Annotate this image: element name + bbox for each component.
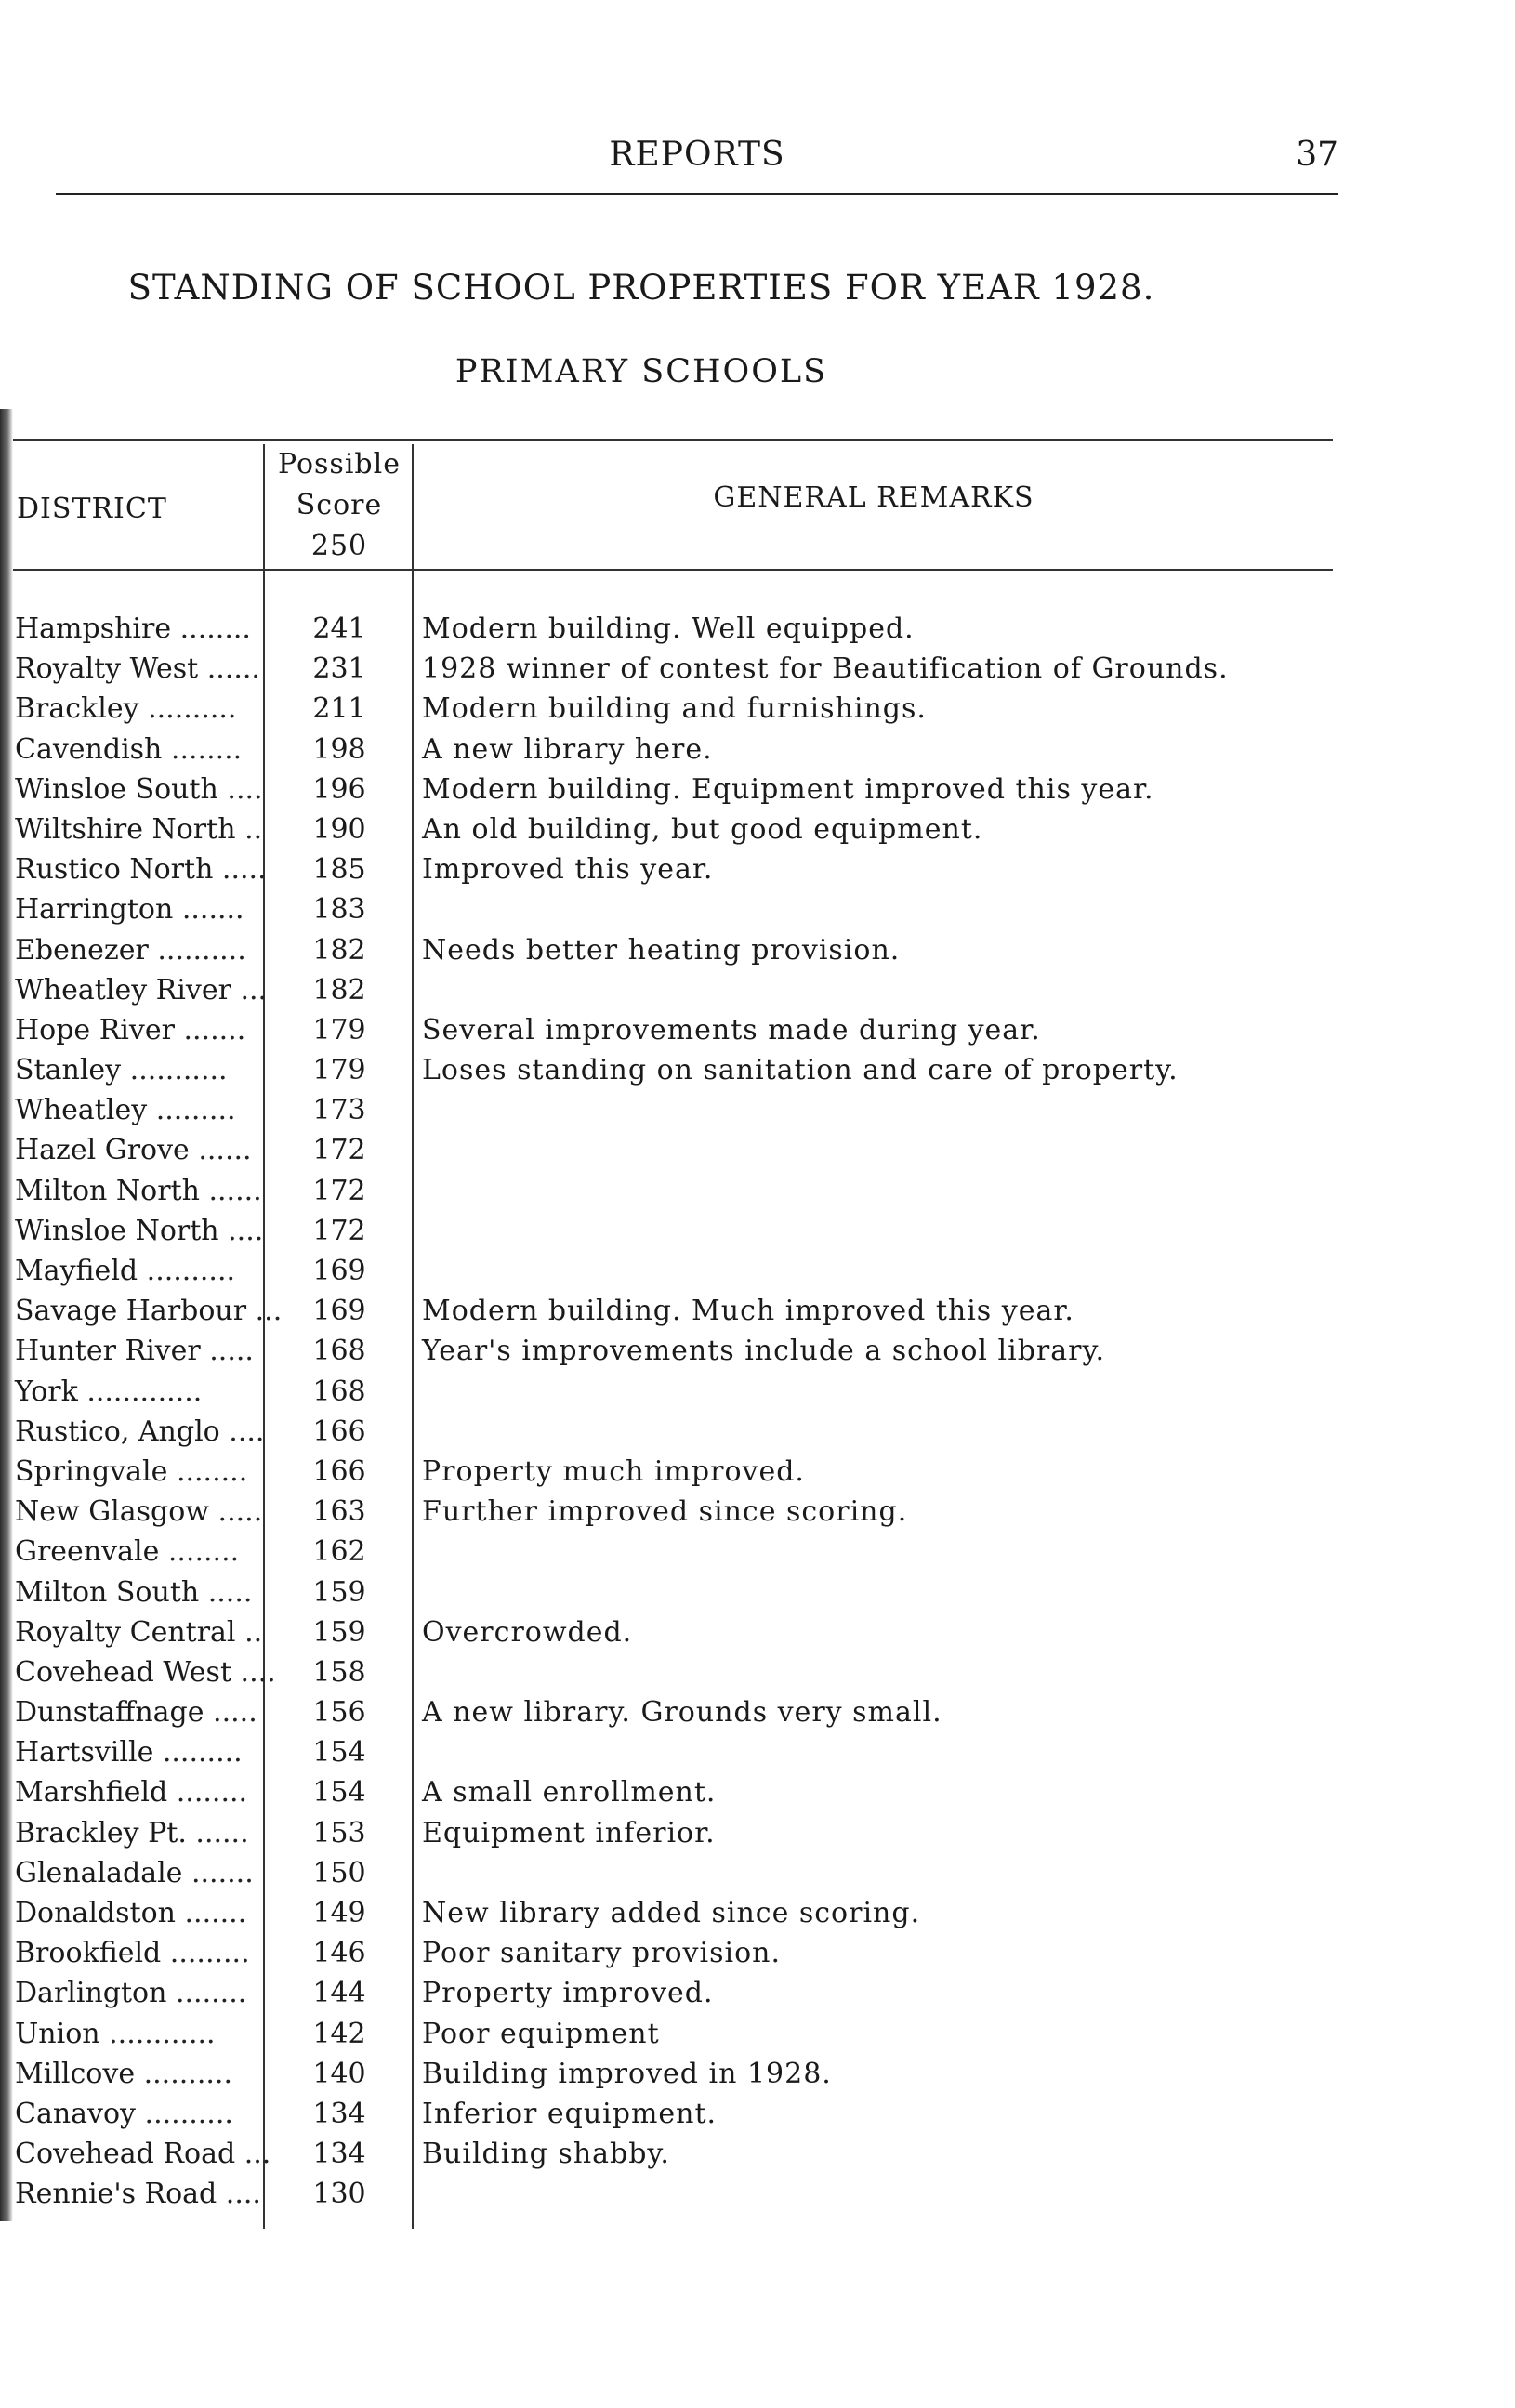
- score-value: 169: [312, 1255, 366, 1287]
- dot-leader: .......: [182, 1856, 254, 1889]
- district-label: New Glasgow: [15, 1495, 210, 1529]
- district-name: [15, 1532, 258, 1572]
- table-row: [0, 1692, 1515, 1732]
- district-label: Stanley: [15, 1054, 122, 1087]
- score-value: 134: [312, 2097, 366, 2130]
- district-name: [15, 2054, 258, 2094]
- dot-leader: .............: [77, 1375, 203, 1408]
- table-row: [0, 1813, 1515, 1853]
- district-name: [15, 1772, 258, 1812]
- score-value: 182: [312, 933, 366, 967]
- table-row: [0, 1372, 1515, 1412]
- district-name: [15, 1572, 258, 1612]
- column-header-score: [270, 444, 409, 567]
- general-remark: Property improved.: [422, 1977, 714, 2010]
- district-name: [15, 1291, 283, 1331]
- table-row: [0, 1933, 1515, 1973]
- dot-leader: .......: [174, 1013, 246, 1046]
- table-row: [0, 970, 1515, 1010]
- district-label: Savage Harbour: [15, 1295, 247, 1328]
- table-row: [0, 1291, 1515, 1331]
- district-name: [15, 889, 258, 929]
- district-label: Darlington: [15, 1977, 167, 2010]
- general-remark: Equipment inferior.: [422, 1816, 716, 1849]
- general-remark: Modern building. Equipment improved this year.: [422, 772, 1154, 806]
- score-value: 159: [312, 1615, 366, 1649]
- general-remark: Needs better heating provision.: [422, 933, 901, 967]
- header-rule: [56, 193, 1338, 195]
- district-name: [15, 1331, 258, 1371]
- table-row: [0, 2174, 1515, 2214]
- district-name: [15, 849, 267, 889]
- district-name: [15, 1010, 258, 1050]
- score-value: 166: [312, 1415, 366, 1448]
- district-name: [15, 809, 263, 849]
- dot-leader: .........: [161, 1937, 250, 1970]
- district-label: Springvale: [15, 1454, 168, 1488]
- dot-leader: ........: [167, 1776, 248, 1809]
- district-name: [15, 689, 258, 729]
- table-row: [0, 2134, 1515, 2174]
- district-label: Winsloe North: [15, 1214, 219, 1247]
- score-value: 144: [312, 1977, 366, 2010]
- district-name: [15, 2174, 261, 2214]
- district-label: Dunstaffnage: [15, 1696, 204, 1730]
- score-value: 159: [312, 1575, 366, 1609]
- general-remark: Modern building. Much improved this year.: [422, 1295, 1074, 1328]
- general-remark: Modern building and furnishings.: [422, 692, 927, 726]
- district-name: [15, 609, 258, 649]
- dot-leader: ......: [186, 1816, 249, 1849]
- district-name: [15, 1211, 264, 1251]
- dot-leader: ......: [198, 652, 260, 686]
- table-row: [0, 1532, 1515, 1572]
- district-label: Cavendish: [15, 732, 163, 766]
- district-label: Winsloe South: [15, 772, 218, 806]
- table-row: [0, 770, 1515, 809]
- score-header-line: 250: [310, 530, 368, 562]
- dot-leader: .....: [213, 853, 267, 887]
- table-row: [0, 2094, 1515, 2134]
- district-name: [15, 2094, 258, 2134]
- score-value: 172: [312, 1214, 366, 1247]
- district-label: Royalty West: [15, 652, 199, 686]
- district-name: [15, 1452, 258, 1492]
- dot-leader: ........: [167, 1454, 248, 1488]
- district-label: Greenvale: [15, 1535, 160, 1569]
- school-standings-table: [0, 609, 1515, 2215]
- table-row: [0, 1171, 1515, 1211]
- score-value: 211: [312, 692, 366, 726]
- table-row: [0, 1331, 1515, 1371]
- district-name: [15, 1492, 263, 1532]
- general-remark: Poor equipment: [422, 2017, 660, 2050]
- score-value: 168: [312, 1335, 366, 1368]
- dot-leader: .....: [200, 1335, 254, 1368]
- district-name: [15, 2134, 271, 2174]
- district-label: Hampshire: [15, 612, 172, 645]
- dot-leader: ........: [166, 1977, 247, 2010]
- district-label: Hope River: [15, 1013, 175, 1046]
- district-label: Canavoy: [15, 2097, 137, 2130]
- district-label: Brackley Pt.: [15, 1816, 187, 1849]
- district-label: Ebenezer: [15, 933, 149, 967]
- district-label: Rennie's Road: [15, 2178, 217, 2211]
- dot-leader: ........: [171, 612, 251, 645]
- general-remark: A new library. Grounds very small.: [422, 1696, 942, 1730]
- score-value: 153: [312, 1816, 366, 1849]
- district-label: Wiltshire North: [15, 812, 236, 846]
- table-row: [0, 609, 1515, 649]
- score-value: 196: [312, 772, 366, 806]
- score-value: 172: [312, 1174, 366, 1207]
- score-value: 198: [312, 732, 366, 766]
- district-name: [15, 1130, 258, 1170]
- dot-leader: .........: [153, 1736, 243, 1770]
- dot-leader: .....: [209, 1495, 263, 1529]
- score-value: 179: [312, 1054, 366, 1087]
- score-value: 169: [312, 1295, 366, 1328]
- score-value: 142: [312, 2017, 366, 2050]
- column-header-remarks: GENERAL REMARKS: [713, 481, 1034, 514]
- score-value: 190: [312, 812, 366, 846]
- table-row: [0, 930, 1515, 970]
- dot-leader: ....: [231, 1655, 276, 1689]
- running-title: REPORTS: [609, 136, 785, 174]
- score-header-line: Score: [296, 489, 383, 521]
- dot-leader: ..........: [138, 1255, 236, 1287]
- district-label: Covehead West: [15, 1655, 232, 1689]
- dot-leader: ...: [231, 973, 268, 1007]
- dot-leader: ......: [199, 1174, 262, 1207]
- district-label: Hunter River: [15, 1335, 201, 1368]
- general-remark: 1928 winner of contest for Beautification of Grounds.: [422, 652, 1229, 686]
- dot-leader: .....: [199, 1575, 253, 1609]
- general-remark: Inferior equipment.: [422, 2097, 718, 2130]
- district-label: Brackley: [15, 692, 139, 726]
- district-label: Glenaladale: [15, 1856, 183, 1889]
- dot-leader: ..: [235, 812, 263, 846]
- district-name: [15, 970, 268, 1010]
- table-row: [0, 1772, 1515, 1812]
- table-top-rule: [13, 439, 1333, 441]
- table-row: [0, 1412, 1515, 1452]
- district-label: Royalty Central: [15, 1615, 236, 1649]
- score-value: 156: [312, 1696, 366, 1730]
- table-row: [0, 1251, 1515, 1291]
- general-remark: Building shabby.: [422, 2138, 670, 2171]
- table-row: [0, 1492, 1515, 1532]
- dot-leader: ........: [162, 732, 243, 766]
- table-row: [0, 689, 1515, 729]
- general-remark: A new library here.: [422, 732, 713, 766]
- district-label: Wheatley River: [15, 973, 231, 1007]
- district-name: [15, 1893, 258, 1933]
- dot-leader: ..........: [136, 2097, 233, 2130]
- table-row: [0, 1893, 1515, 1933]
- district-label: Marshfield: [15, 1776, 168, 1809]
- district-label: York: [15, 1375, 78, 1408]
- table-row: [0, 1973, 1515, 2013]
- dot-leader: .....: [204, 1696, 257, 1730]
- score-header-line: Possible: [278, 448, 401, 480]
- score-value: 166: [312, 1454, 366, 1488]
- district-name: [15, 1853, 258, 1893]
- table-row: [0, 730, 1515, 770]
- score-value: 173: [312, 1094, 366, 1127]
- score-value: 162: [312, 1535, 366, 1569]
- district-name: [15, 1973, 258, 2013]
- general-remark: New library added since scoring.: [422, 1897, 921, 1929]
- score-value: 149: [312, 1897, 366, 1929]
- district-name: [15, 1692, 258, 1732]
- district-name: [15, 2014, 258, 2054]
- table-row: [0, 1211, 1515, 1251]
- table-row: [0, 849, 1515, 889]
- district-name: [15, 1412, 265, 1452]
- table-row: [0, 2014, 1515, 2054]
- general-remark: Improved this year.: [422, 853, 714, 887]
- district-label: Wheatley: [15, 1094, 148, 1127]
- score-value: 182: [312, 973, 366, 1007]
- district-name: [15, 730, 258, 770]
- dot-leader: ...........: [121, 1054, 228, 1087]
- district-name: [15, 1372, 258, 1412]
- dot-leader: ..: [235, 1615, 263, 1649]
- dot-leader: ........: [159, 1535, 240, 1569]
- score-value: 179: [312, 1013, 366, 1046]
- district-name: [15, 930, 258, 970]
- district-name: [15, 1652, 276, 1692]
- score-value: 241: [312, 612, 366, 645]
- general-remark: Overcrowded.: [422, 1615, 633, 1649]
- district-name: [15, 1813, 258, 1853]
- dot-leader: ..........: [135, 2057, 232, 2090]
- general-remark: Poor sanitary provision.: [422, 1937, 781, 1970]
- district-name: [15, 1732, 258, 1772]
- district-label: Mayfield: [15, 1255, 138, 1287]
- district-name: [15, 1171, 262, 1211]
- section-title: PRIMARY SCHOOLS: [454, 353, 828, 390]
- general-remark: Property much improved.: [422, 1454, 805, 1488]
- score-value: 168: [312, 1375, 366, 1408]
- score-value: 185: [312, 853, 366, 887]
- table-row: [0, 649, 1515, 689]
- table-row: [0, 1732, 1515, 1772]
- general-remark: Loses standing on sanitation and care of property.: [422, 1054, 1179, 1087]
- general-remark: A small enrollment.: [422, 1776, 717, 1809]
- general-remark: Several improvements made during year.: [422, 1013, 1041, 1046]
- district-label: Union: [15, 2017, 100, 2050]
- score-value: 231: [312, 652, 366, 686]
- general-remark: Modern building. Well equipped.: [422, 612, 915, 645]
- general-remark: Further improved since scoring.: [422, 1495, 908, 1529]
- dot-leader: .........: [147, 1094, 236, 1127]
- district-name: [15, 649, 258, 689]
- score-value: 163: [312, 1495, 366, 1529]
- table-row: [0, 1130, 1515, 1170]
- district-name: [15, 1050, 258, 1090]
- page-number: 37: [1296, 136, 1338, 174]
- district-name: [15, 1612, 263, 1652]
- district-label: Hazel Grove: [15, 1134, 190, 1167]
- dot-leader: ............: [99, 2017, 216, 2050]
- district-label: Milton South: [15, 1575, 200, 1609]
- district-name: [15, 1090, 258, 1130]
- dot-leader: ....: [217, 772, 263, 806]
- district-label: Millcove: [15, 2057, 136, 2090]
- score-value: 150: [312, 1856, 366, 1889]
- document-title: STANDING OF SCHOOL PROPERTIES FOR YEAR 1928.: [127, 268, 1155, 308]
- score-value: 154: [312, 1736, 366, 1770]
- dot-leader: ..........: [138, 692, 237, 726]
- table-header-rule: [13, 569, 1333, 571]
- score-value: 158: [312, 1655, 366, 1689]
- district-name: [15, 770, 263, 809]
- table-row: [0, 1853, 1515, 1893]
- score-value: 146: [312, 1937, 366, 1970]
- column-header-district: DISTRICT: [17, 493, 167, 525]
- table-row: [0, 1050, 1515, 1090]
- dot-leader: ...: [246, 1295, 283, 1328]
- dot-leader: ...: [235, 2138, 271, 2171]
- district-name: [15, 1933, 258, 1973]
- table-row: [0, 1452, 1515, 1492]
- score-value: 154: [312, 1776, 366, 1809]
- district-label: Milton North: [15, 1174, 200, 1207]
- running-header: [56, 136, 1338, 188]
- score-value: 172: [312, 1134, 366, 1167]
- district-label: Harrington: [15, 893, 174, 927]
- district-label: Rustico, Anglo: [15, 1415, 220, 1448]
- dot-leader: ....: [219, 1415, 265, 1448]
- district-name: [15, 1251, 258, 1291]
- table-row: [0, 1010, 1515, 1050]
- district-label: Brookfield: [15, 1937, 162, 1970]
- dot-leader: ..........: [148, 933, 246, 967]
- general-remark: An old building, but good equipment.: [422, 812, 983, 846]
- general-remark: Year's improvements include a school library.: [422, 1335, 1105, 1368]
- table-row: [0, 1090, 1515, 1130]
- dot-leader: ....: [218, 1214, 264, 1247]
- dot-leader: ....: [217, 2178, 261, 2211]
- general-remark: Building improved in 1928.: [422, 2057, 832, 2090]
- table-row: [0, 2054, 1515, 2094]
- district-label: Hartsville: [15, 1736, 154, 1770]
- table-row: [0, 889, 1515, 929]
- score-value: 130: [312, 2178, 366, 2211]
- district-label: Covehead Road: [15, 2138, 236, 2171]
- district-label: Donaldston: [15, 1897, 176, 1929]
- table-row: [0, 1572, 1515, 1612]
- table-row: [0, 1612, 1515, 1652]
- score-value: 140: [312, 2057, 366, 2090]
- dot-leader: .......: [173, 893, 244, 927]
- table-row: [0, 1652, 1515, 1692]
- dot-leader: ......: [189, 1134, 252, 1167]
- table-row: [0, 809, 1515, 849]
- dot-leader: .......: [175, 1897, 247, 1929]
- score-value: 183: [312, 893, 366, 927]
- district-label: Rustico North: [15, 853, 214, 887]
- score-value: 134: [312, 2138, 366, 2171]
